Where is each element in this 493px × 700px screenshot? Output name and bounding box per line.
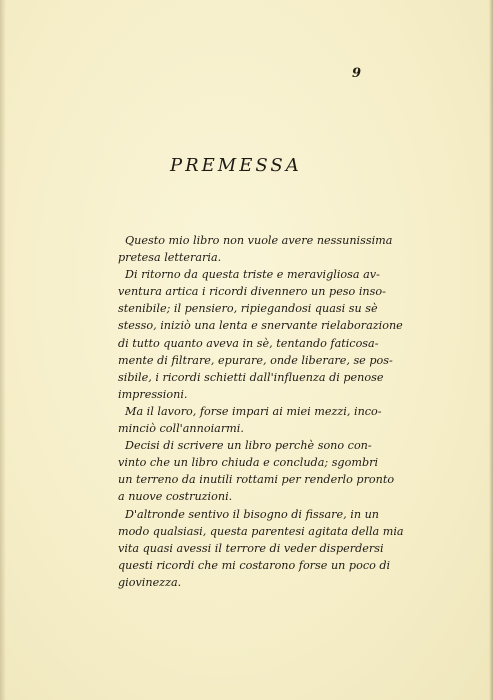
text-line: vita quasi avessi il terrore di veder disperdersi: [118, 541, 384, 555]
text-line: questi ricordi che mi costarono forse un poco di: [118, 558, 391, 572]
text-line: impressioni.: [118, 387, 188, 401]
text-line: Decisi di scrivere un libro perchè sono con-: [125, 439, 372, 453]
text-line: minciò coll'annoiarmi.: [118, 422, 244, 436]
text-line: giovinezza.: [118, 575, 182, 589]
text-line: ventura artica i ricordi divennero un peso inso-: [118, 285, 386, 299]
text-line: Ma il lavoro, forse impari ai miei mezzi, inco-: [125, 404, 382, 418]
page-edge-left: [0, 0, 6, 700]
body-text: [118, 232, 404, 591]
text-line: stesso, iniziò una lenta e snervante rielaborazione: [118, 319, 403, 333]
text-line: vinto che un libro chiuda e concluda; sgombri: [118, 456, 379, 470]
text-line: un terreno da inutili rottami per renderlo pronto: [118, 473, 395, 487]
text-line: Di ritorno da questa triste e meravigliosa av-: [125, 268, 380, 282]
text-line: modo qualsiasi, questa parentesi agitata della mia: [118, 524, 404, 538]
text-line: mente di filtrare, epurare, onde liberare, se pos-: [118, 353, 393, 367]
text-line: D'altronde sentivo il bisogno di fissare, in un: [125, 507, 379, 521]
text-line: pretesa letteraria.: [118, 251, 222, 265]
page-number: 9: [352, 66, 362, 81]
page-edge-right: [489, 0, 493, 700]
text-line: stenibile; il pensiero, ripiegandosi quasi su sè: [118, 302, 378, 316]
text-line: a nuove costruzioni.: [118, 490, 233, 504]
text-line: di tutto quanto aveva in sè, tentando faticosa-: [118, 336, 379, 350]
text-line: sibile, i ricordi schietti dall'influenza di penose: [118, 370, 384, 384]
page-title: PREMESSA: [170, 155, 302, 176]
text-line: Questo mio libro non vuole avere nessunissima: [125, 234, 393, 247]
